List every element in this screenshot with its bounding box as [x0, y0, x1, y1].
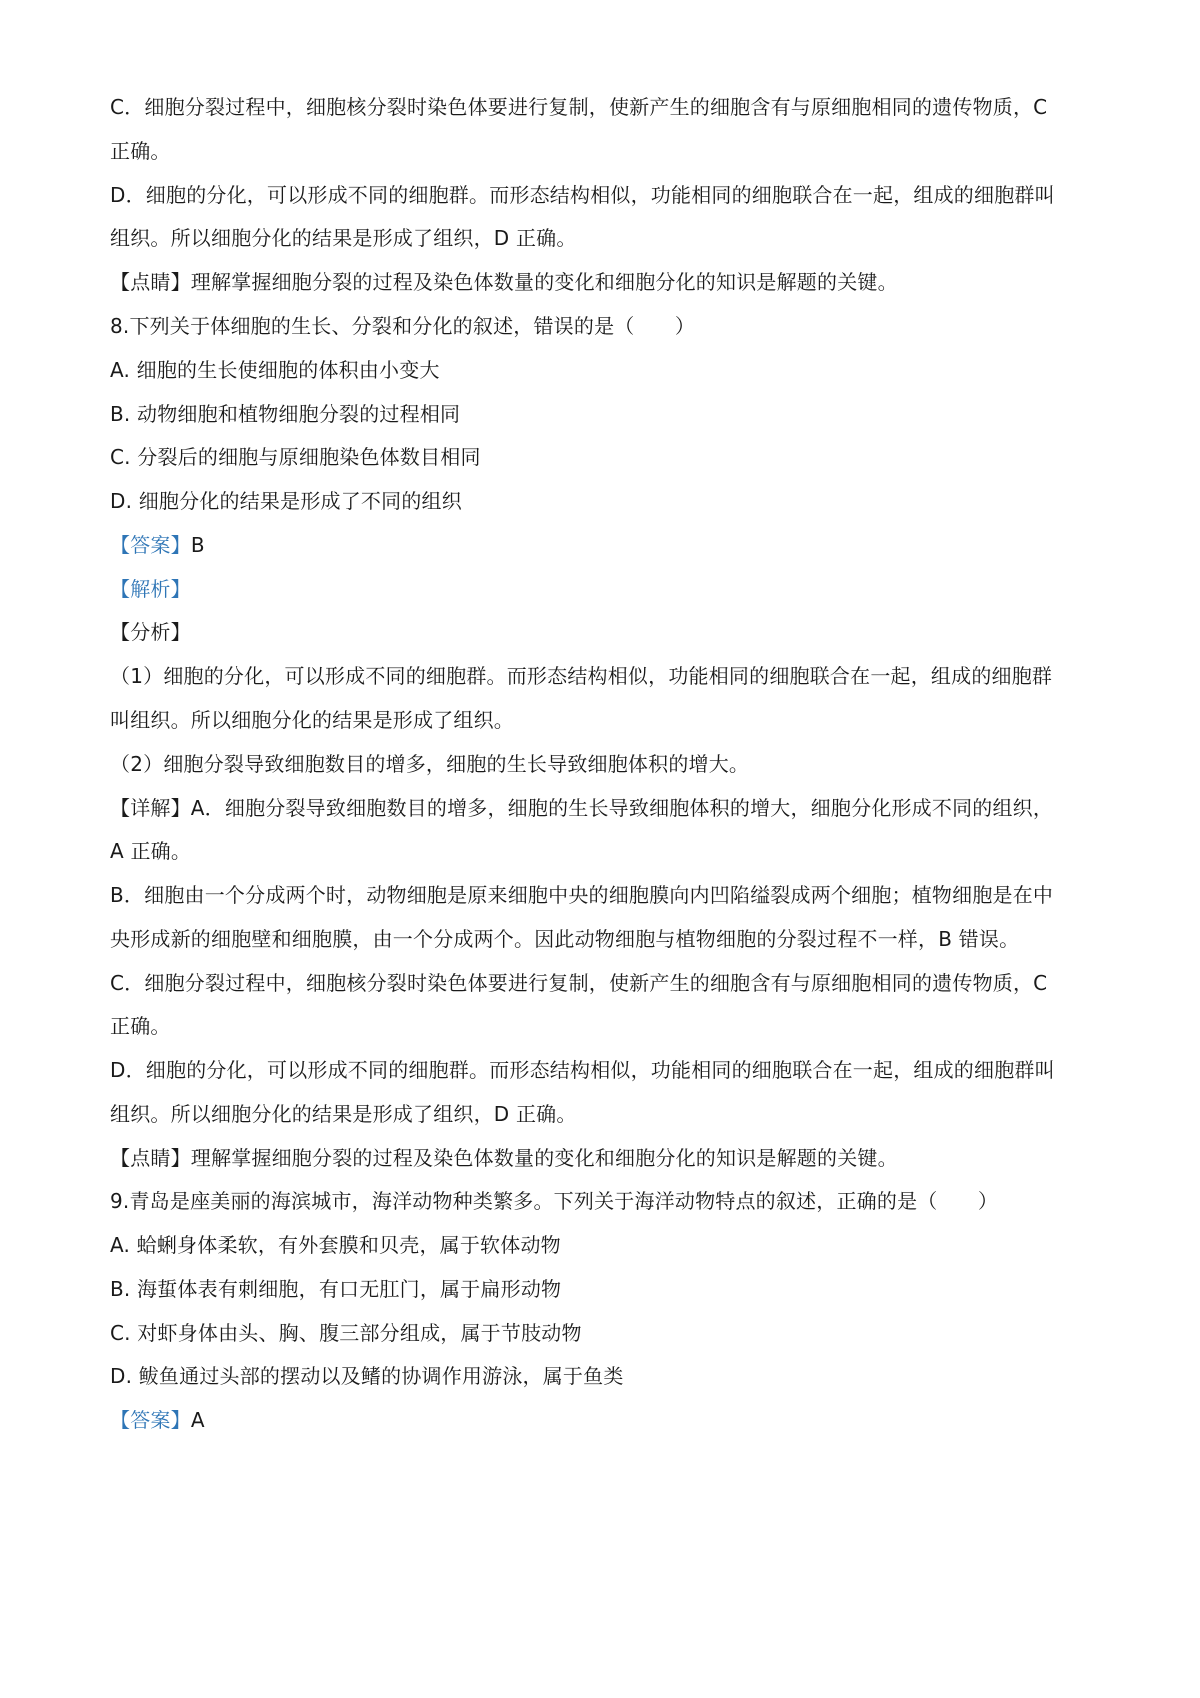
- question-8-stem: 8.下列关于体细胞的生长、分裂和分化的叙述，错误的是（ ）: [110, 314, 696, 338]
- question-9-stem: 9.青岛是座美丽的海滨城市，海洋动物种类繁多。下列关于海洋动物特点的叙述，正确的是（ ）: [110, 1189, 999, 1213]
- paragraph-line: 央形成新的细胞壁和细胞膜，由一个分成两个。因此动物细胞与植物细胞的分裂过程不一样，B 错误。: [110, 927, 1020, 951]
- paragraph-line: D．细胞的分化，可以形成不同的细胞群。而形态结构相似，功能相同的细胞联合在一起，组成的细胞群叫: [110, 1058, 1055, 1082]
- answer-value: A: [190, 1408, 205, 1432]
- subheading-analysis: 【分析】: [110, 620, 191, 644]
- paragraph-line: 正确。: [110, 139, 171, 163]
- answer-label: 【答案】: [110, 1408, 191, 1432]
- answer-value: B: [190, 533, 205, 557]
- answer-line: [110, 531, 1100, 559]
- paragraph-line: A 正确。: [110, 839, 192, 863]
- paragraph-line: 组织。所以细胞分化的结果是形成了组织，D 正确。: [110, 1102, 577, 1126]
- analysis-label: 【解析】: [110, 577, 191, 601]
- paragraph-line: （2）细胞分裂导致细胞数目的增多，细胞的生长导致细胞体积的增大。: [110, 752, 750, 776]
- paragraph-line: （1）细胞的分化，可以形成不同的细胞群。而形态结构相似，功能相同的细胞联合在一起，组成的细胞群: [110, 664, 1053, 688]
- paragraph-line: C．细胞分裂过程中，细胞核分裂时染色体要进行复制，使新产生的细胞含有与原细胞相同的遗传物质，C: [110, 971, 1048, 995]
- answer-line: [110, 1406, 1100, 1434]
- question-9-option-c: C. 对虾身体由头、胸、腹三部分组成，属于节肢动物: [110, 1321, 582, 1345]
- answer-label: 【答案】: [110, 533, 191, 557]
- question-8-option-b: B. 动物细胞和植物细胞分裂的过程相同: [110, 402, 461, 426]
- question-9-option-d: D. 鲅鱼通过头部的摆动以及鳍的协调作用游泳，属于鱼类: [110, 1364, 624, 1388]
- question-9-option-a: A. 蛤蜊身体柔软，有外套膜和贝壳，属于软体动物: [110, 1233, 561, 1257]
- question-8-option-a: A. 细胞的生长使细胞的体积由小变大: [110, 358, 440, 382]
- paragraph-line: 组织。所以细胞分化的结果是形成了组织，D 正确。: [110, 226, 577, 250]
- paragraph-line: 叫组织。所以细胞分化的结果是形成了组织。: [110, 708, 514, 732]
- paragraph-line: 正确。: [110, 1014, 171, 1038]
- paragraph-line: B．细胞由一个分成两个时，动物细胞是原来细胞中央的细胞膜向内凹陷缢裂成两个细胞；植物细胞是在中: [110, 883, 1054, 907]
- key-point-line: 【点睛】理解掌握细胞分裂的过程及染色体数量的变化和细胞分化的知识是解题的关键。: [110, 1146, 898, 1170]
- detail-line: 【详解】A．细胞分裂导致细胞数目的增多，细胞的生长导致细胞体积的增大，细胞分化形成不同的组织，: [110, 796, 1054, 820]
- key-point-line: 【点睛】理解掌握细胞分裂的过程及染色体数量的变化和细胞分化的知识是解题的关键。: [110, 270, 898, 294]
- analysis-line: [110, 575, 1100, 603]
- question-9-option-b: B. 海蜇体表有刺细胞，有口无肛门，属于扁形动物: [110, 1277, 562, 1301]
- paragraph-line: D．细胞的分化，可以形成不同的细胞群。而形态结构相似，功能相同的细胞联合在一起，组成的细胞群叫: [110, 183, 1055, 207]
- question-8-option-c: C. 分裂后的细胞与原细胞染色体数目相同: [110, 445, 481, 469]
- question-8-option-d: D. 细胞分化的结果是形成了不同的组织: [110, 489, 462, 513]
- paragraph-line: C．细胞分裂过程中，细胞核分裂时染色体要进行复制，使新产生的细胞含有与原细胞相同的遗传物质，C: [110, 95, 1048, 119]
